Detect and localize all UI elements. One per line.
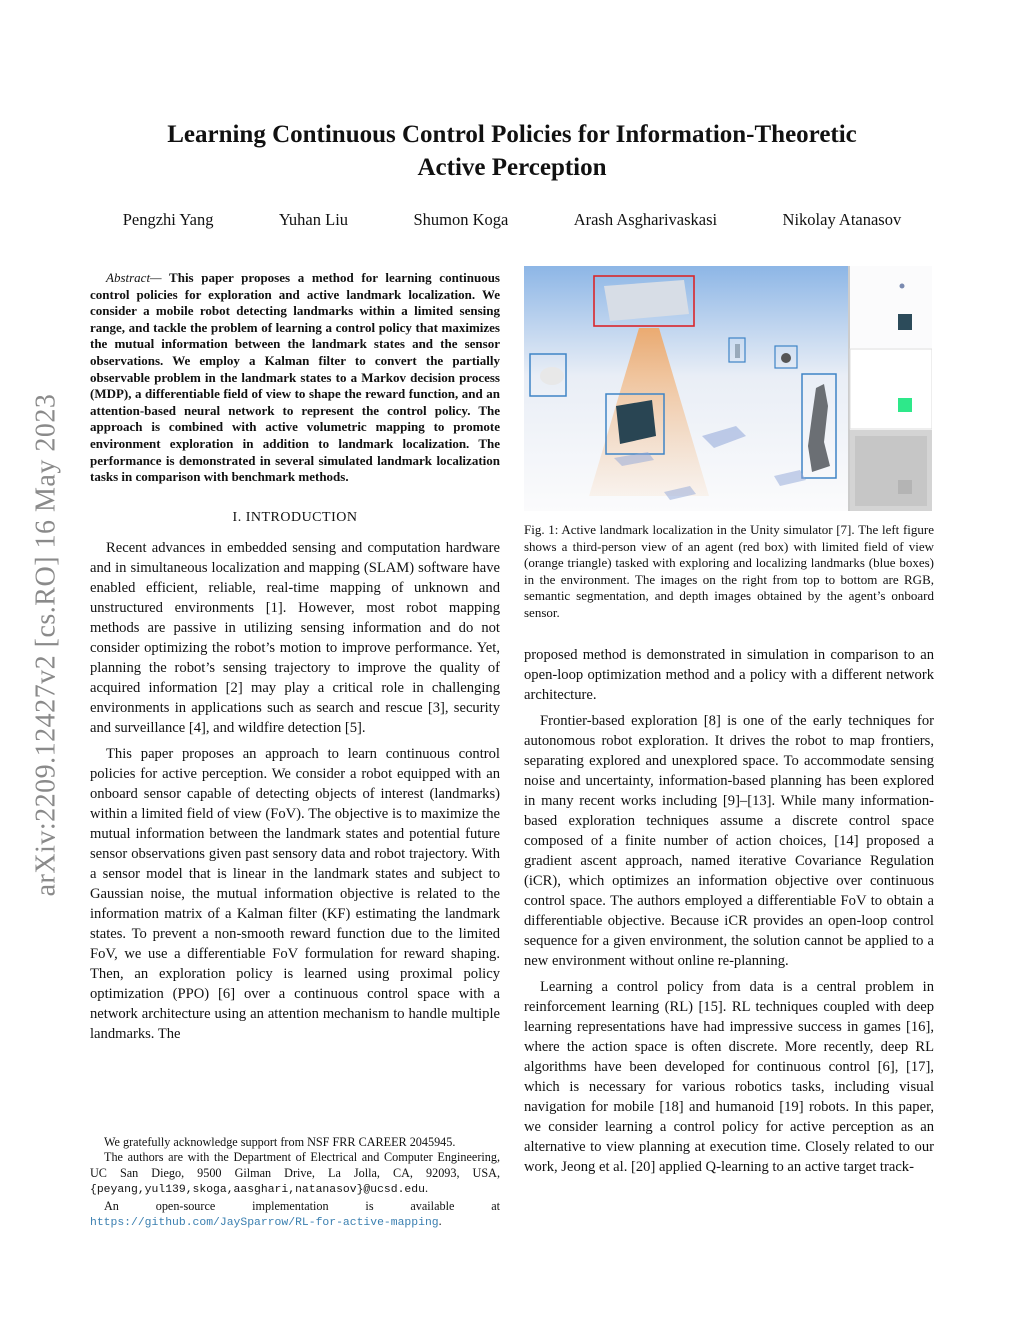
code-availability-text: An open-source implementation is available at [104, 1198, 500, 1213]
affiliation-text: The authors are with the Department of Electrical and Computer Engineering, UC San Diego, 9500 Gilman Drive, La Jolla, CA, 92093, USA, [90, 1150, 500, 1180]
title-line-2: Active Perception [417, 154, 607, 181]
author-name: Pengzhi Yang [122, 210, 214, 229]
footnote-funding: We gratefully acknowledge support from NSF FRR CAREER 2045945. [104, 1135, 456, 1149]
footnote-code [90, 1199, 500, 1232]
code-availability-end: . [438, 1214, 442, 1229]
right-paragraph-1: proposed method is demonstrated in simulation in comparison to an open-loop optimization method and a policy with a different network architecture. [524, 647, 934, 703]
simulator-scene-image [524, 266, 932, 511]
title-line-1: Learning Continuous Control Policies for Information-Theoretic [167, 121, 857, 148]
left-column [90, 270, 500, 1044]
paper-title [90, 118, 934, 184]
abstract-label: Abstract— [106, 270, 162, 285]
semantic-segmentation-image [850, 349, 932, 429]
right-paragraph-2: Frontier-based exploration [8] is one of the early techniques for autonomous robot exploration. It drives the robot to map frontiers, separating explored and unexplored space. To accommodate sensing noise and uncertainty, information-based planning has been explored in many recent works including [9]–[13]. While many information-based exploration techniques assume a discrete control space composed of a finite number of action choices, [14] proposed a gradient ascent approach, named iterative Covariance Regulation (iCR), which optimizes an information objective over continuous control space. The authors employed a differentiable FoV to obtain a differentiable objective. Because iCR provides an open-loop control sequence for a given environment, the solution cannot be applied to a new environment without online re-planning. [524, 713, 934, 969]
abstract [90, 270, 500, 486]
right-paragraph-3: Learning a control policy from data is a central problem in reinforcement learning (RL) [15]. RL techniques coupled with deep learning representations have had impressive success in games [16], where the action space is often discrete. More recently, deep RL algorithms have been developed for continuous control [6], [17], which is necessary for various robotics tasks, including visual navigation for mobile [18] and humanoid [19] robots. In this paper, we consider learning a control policy for active perception as an alternative to view planning at execution time. Closely related to our work, Jeong et al. [20] applied Q-learning to an active target track- [524, 979, 934, 1175]
author-emails: {peyang,yul139,skoga,aasghari,natanasov}@ucsd.edu [90, 1184, 425, 1197]
arxiv-id-text: arXiv:2209.12427v2 [cs.RO] 16 May 2023 [30, 393, 62, 897]
arxiv-identifier [30, 340, 62, 950]
figure-unity-simulator [524, 266, 932, 511]
abstract-text: This paper proposes a method for learning continuous control policies for exploration and active landmark localization. We consider a mobile robot detecting landmarks within a limited sensing range, and tackle the problem of learning a control policy that maximizes the mutual information between the landmark states and the sensor observations. We employ a Kalman filter to convert the partially observable problem in the landmark states to a Markov decision process (MDP), a differentiable field of view to shape the reward function, and an attention-based neural network to represent the control policy. The approach is combined with active volumetric mapping to promote environment exploration in addition to landmark localization. The performance is demonstrated in several simulated landmark localization tasks in comparison with benchmark methods. [90, 270, 500, 485]
landmark-pillar [735, 344, 740, 358]
landmark-sphere [540, 367, 564, 385]
section-heading-introduction: I. INTRODUCTION [232, 509, 358, 525]
rgb-image [850, 266, 932, 348]
author-name: Arash Asgharivaskasi [573, 210, 718, 229]
author-name: Shumon Koga [413, 210, 509, 229]
footnotes [90, 1135, 500, 1231]
figure-caption: Fig. 1: Active landmark localization in the Unity simulator [7]. The left figure shows a third-person view of an agent (red box) with limited field of view (orange triangle) tasked with exploring and localizing landmarks (blue boxes) in the environment. The images on the right from top to bottom are RGB, semantic segmentation, and depth images obtained by the agent’s onboard sensor. [524, 522, 934, 620]
footnote-affiliation [90, 1150, 500, 1198]
right-column [524, 645, 934, 1177]
landmark-ball [781, 353, 791, 363]
author-list [90, 210, 934, 230]
intro-paragraph-1: Recent advances in embedded sensing and computation hardware and in simultaneous localization and mapping (SLAM) software have enabled efficient, reliable, real-time mapping of unknown and unstructured environments [1]. However, most robot mapping methods are passive in utilizing sensing information and do not consider optimizing the robot’s motion to improve performance. Yet, planning the robot’s sensing trajectory to improve the quality of acquired information [2] may play a critical role in challenging environments in applications such as search and rescue [3], security and surveillance [4], and wildfire detection [5]. [90, 539, 500, 736]
github-link[interactable]: https://github.com/JaySparrow/RL-for-active-mapping [90, 1217, 439, 1230]
agent-body [604, 280, 689, 321]
author-name: Yuhan Liu [278, 210, 349, 229]
intro-paragraph-2: This paper proposes an approach to learn continuous control policies for active perception. We consider a robot equipped with an onboard sensor capable of detecting objects of interest (landmarks) within a limited field of view (FoV). The objective is to maximize the mutual information between the landmark states and potential future sensor observations given past sensory data and robot trajectory. With a sensor model that is linear in the landmark states and subject to Gaussian noise, the mutual information objective is related to the information matrix of a Kalman filter (KF) estimating the landmark states. To prevent a non-smooth reward function due to the limited FoV, we use a differentiable FoV formulation for reward shaping. Then, an exploration policy is learned using proximal policy optimization (PPO) [6] over a continuous control space with a network architecture using an attention mechanism to handle multiple landmarks. The [90, 745, 500, 1042]
author-name: Nikolay Atanasov [782, 210, 902, 229]
affiliation-end: . [424, 1181, 428, 1196]
